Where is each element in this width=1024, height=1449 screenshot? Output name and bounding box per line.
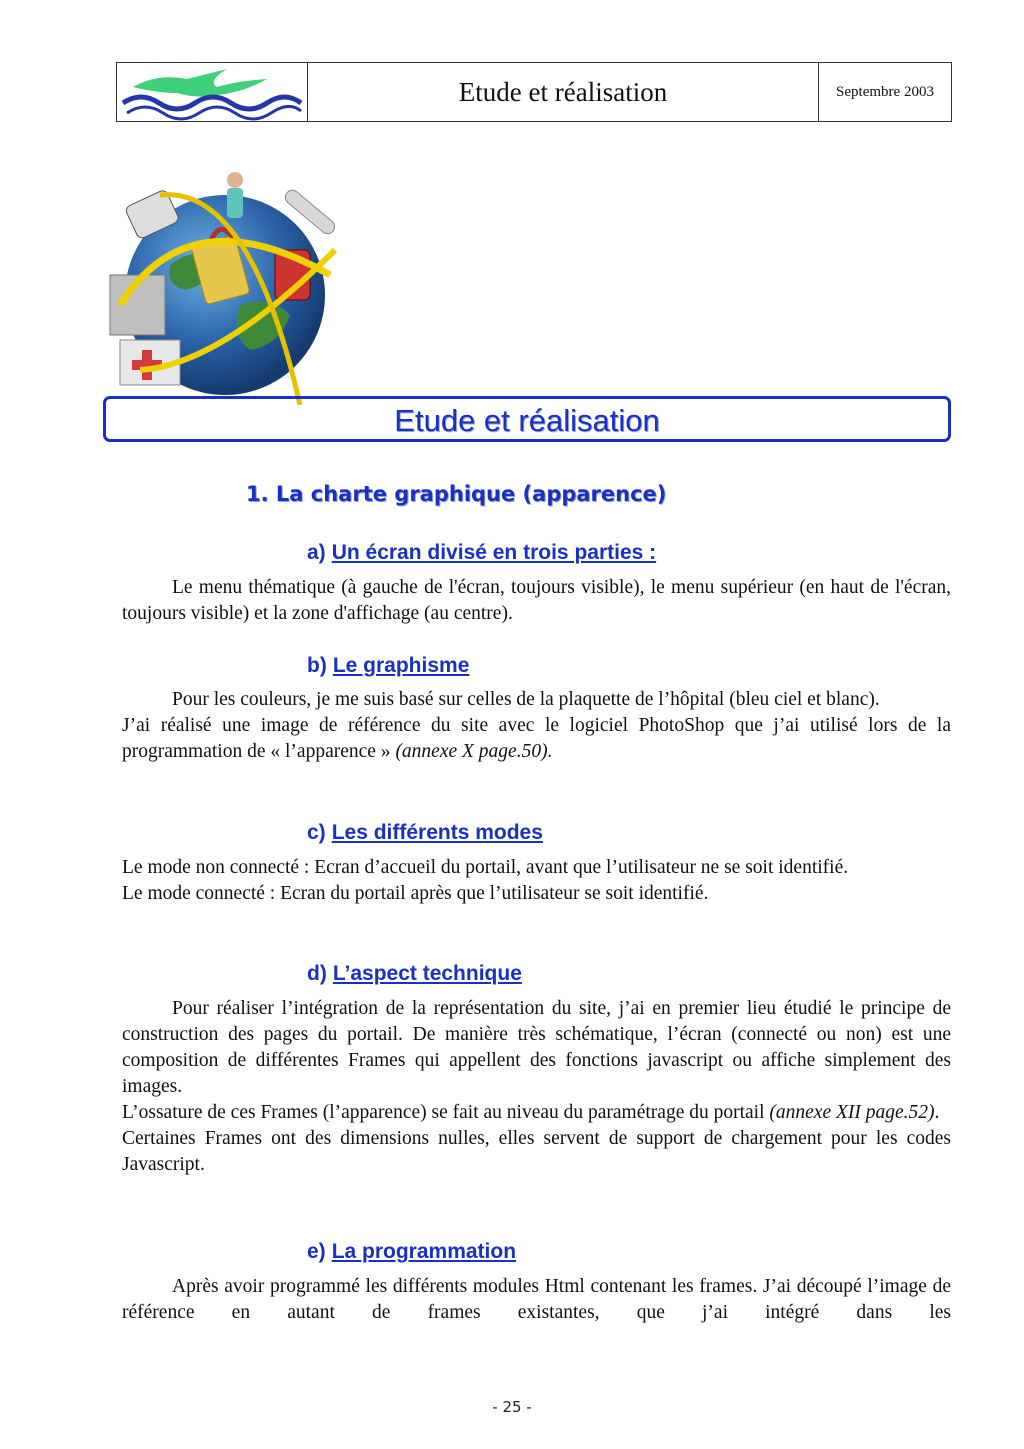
annex-reference: (annexe X page.50). <box>395 741 553 762</box>
annex-reference: (annexe XII page.52) <box>769 1102 935 1123</box>
globe-illustration <box>100 155 350 405</box>
paragraph-text <box>122 1100 951 1126</box>
paragraph-text-span: J’ai réalisé une image de référence du site avec le logiciel PhotoShop que j’ai utilisé lors de la programmation de « l’apparence » <box>122 715 951 762</box>
section-heading: 1. La charte graphique (apparence) <box>246 482 667 506</box>
paragraph-b <box>122 687 951 765</box>
subheading-e <box>307 1240 516 1264</box>
paragraph-text: Pour réaliser l’intégration de la représentation du site, j’ai en premier lieu étudié le principe de construction des pages du portail. De manière très schématique, l’écran (connecté ou non) est une composition de différentes Frames qui appellent des fonctions javascript ou affiche simplement des images. <box>122 998 951 1097</box>
subheading-marker: a) <box>307 541 326 564</box>
paragraph-e <box>122 1274 951 1326</box>
section-banner-title: Etude et réalisation <box>394 403 660 438</box>
paragraph-text: Le mode connecté : Ecran du portail après que l’utilisateur se soit identifié. <box>122 883 709 904</box>
subheading-marker: e) <box>307 1240 326 1263</box>
waves-logo-icon <box>117 63 307 121</box>
subheading-label: Les différents modes <box>331 821 543 844</box>
header-date: Septembre 2003 <box>836 83 934 100</box>
header-title: Etude et réalisation <box>308 63 819 121</box>
paragraph-text: Le menu thématique (à gauche de l'écran, toujours visible), le menu supérieur (en haut de l'écran, toujours visible) et la zone d'affichage (au centre). <box>122 577 951 624</box>
subheading-marker: d) <box>307 962 327 985</box>
paragraph-text: Certaines Frames ont des dimensions nulles, elles servent de support de chargement pour les codes Javascript. <box>122 1128 951 1175</box>
subheading-a <box>307 541 656 565</box>
subheading-c <box>307 821 543 845</box>
paragraph-a <box>122 575 951 627</box>
page-number: - 25 - <box>492 1398 532 1416</box>
subheading-label: La programmation <box>331 1240 517 1263</box>
subheading-marker: b) <box>307 654 327 677</box>
paragraph-c <box>122 855 951 907</box>
logo <box>117 63 308 121</box>
paragraph-text: Pour les couleurs, je me suis basé sur celles de la plaquette de l’hôpital (bleu ciel et blanc). <box>172 689 880 710</box>
subheading-marker: c) <box>307 821 326 844</box>
paragraph-text-span: . <box>934 1102 940 1123</box>
subheading-b <box>307 654 469 678</box>
paragraph-text: Le mode non connecté : Ecran d’accueil du portail, avant que l’utilisateur ne se soit identifié. <box>122 857 849 878</box>
medical-globe-icon <box>100 155 350 405</box>
paragraph-text <box>122 713 951 765</box>
subheading-d <box>307 962 522 986</box>
subheading-label: Un écran divisé en trois parties : <box>331 541 657 564</box>
paragraph-text: Après avoir programmé les différents modules Html contenant les frames. J’ai découpé l’image de référence en autant de frames existantes, que j’ai intégré dans les <box>122 1276 951 1323</box>
paragraph-text-span: L’ossature de ces Frames (l’apparence) se fait au niveau du paramétrage du portail <box>122 1102 770 1123</box>
page-header <box>116 62 952 122</box>
subheading-label: Le graphisme <box>332 654 470 677</box>
subheading-label: L’aspect technique <box>332 962 522 985</box>
paragraph-d <box>122 996 951 1178</box>
